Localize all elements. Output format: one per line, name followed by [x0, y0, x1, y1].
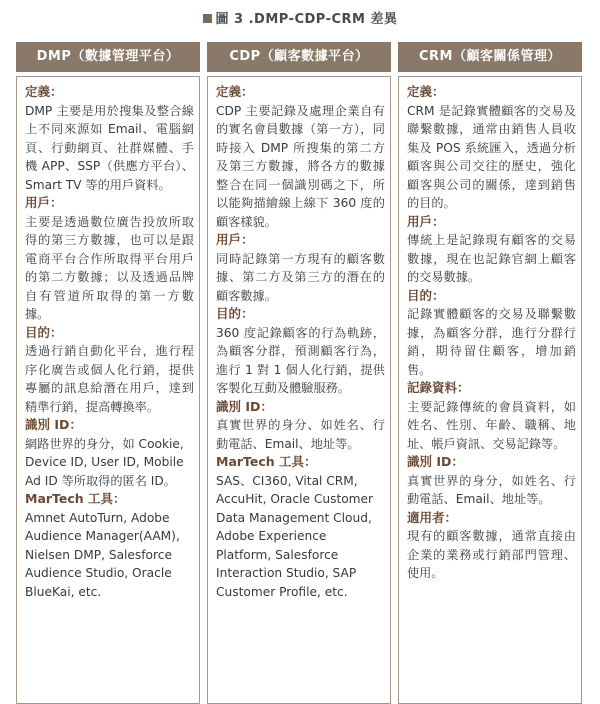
- crm-id-text: 真實世界的身分，如姓名、行動電話、Email、地址等。: [407, 473, 576, 506]
- crm-applicable-title: 適用者：: [407, 509, 458, 525]
- dmp-id-text: 網路世界的身分，如 Cookie, Device ID, User ID, Mobile Ad ID 等所取得的匿名 ID。: [25, 436, 184, 488]
- crm-definition-text: CRM 是記錄實體顧客的交易及聯繫數據，通常由銷售人員收集及 POS 系統匯入，透過分析顧客與公司交往的歷史，強化顧客與公司的關係，達到銷售的目的。: [407, 103, 576, 210]
- cdp-id-text: 真實世界的身分、如姓名、行動電話、Email、地址等。: [216, 418, 385, 451]
- dmp-body: [16, 76, 200, 704]
- crm-header: CRM（顧客關係管理）: [398, 42, 582, 72]
- dmp-id-title: 識別 ID：: [25, 417, 82, 432]
- caption-text: 圖 3 .DMP-CDP-CRM 差異: [215, 12, 398, 27]
- dmp-column: [16, 42, 200, 704]
- caption-square-icon: [203, 14, 212, 23]
- dmp-martech-text: Amnet AutoTurn, Adobe Audience Manager(AAM), Nielsen DMP, Salesforce Audience Studio, Oracle BlueKai, etc.: [25, 510, 180, 599]
- crm-applicable-text: 現有的顧客數據，通常直接由企業的業務或行銷部門管理、使用。: [407, 529, 576, 580]
- dmp-header: DMP（數據管理平台）: [16, 42, 200, 72]
- cdp-header: CDP（顧客數據平台）: [207, 42, 391, 72]
- cdp-definition-title: 定義：: [216, 84, 254, 99]
- crm-records-text: 主要記錄傳統的會員資料，如姓名、性別、年齡、職稱、地址、帳戶資訊、交易記錄等。: [407, 399, 576, 451]
- crm-id-title: 識別 ID：: [407, 454, 464, 469]
- figure-caption: [0, 8, 600, 27]
- cdp-users-text: 同時記錄第一方現有的顧客數據、第二方及第三方的潛在的顧客數據。: [216, 251, 385, 303]
- cdp-definition-text: CDP 主要記錄及處理企業自有的實名會員數據（第一方），同時接入 DMP 所搜集的第二方及第三方數據，將各方的數據整合在同一個識別碼之下，所以能夠描繪線上線下 360 度的顧客樣貌。: [216, 103, 385, 229]
- cdp-martech-text: SAS、CI360, Vital CRM, AccuHit, Oracle Customer Data Management Cloud, Adobe Experience Platform, Salesforce Interaction Studio, SAP Customer Profile, etc.: [216, 473, 374, 599]
- crm-records-title: 記錄資料：: [407, 380, 470, 395]
- crm-purpose-title: 目的：: [407, 287, 445, 303]
- cdp-martech-title: MarTech 工具：: [216, 454, 317, 469]
- crm-column: [398, 42, 582, 704]
- cdp-body: [207, 76, 391, 704]
- dmp-definition-title: 定義：: [25, 84, 63, 99]
- crm-body: [398, 76, 582, 704]
- crm-definition-title: 定義：: [407, 84, 445, 99]
- dmp-users-title: 用戶：: [25, 195, 63, 210]
- crm-users-title: 用戶：: [407, 213, 445, 229]
- cdp-users-title: 用戶：: [216, 232, 254, 247]
- dmp-users-text: 主要是透過數位廣告投放所取得的第三方數據，也可以是跟電商平台合作所取得平台用戶的第二方數據；以及透過品牌自有管道所取得的第一方數據。: [25, 214, 194, 321]
- cdp-column: [207, 42, 391, 704]
- dmp-purpose-title: 目的：: [25, 324, 63, 340]
- cdp-id-title: 識別 ID：: [216, 398, 273, 414]
- crm-users-text: 傳統上是記錄現有顧客的交易數據，現在也記錄官網上顧客的交易數據。: [407, 233, 576, 284]
- dmp-purpose-text: 透過行銷自動化平台，進行程序化廣告或個人化行銷，提供專屬的訊息給潛在用戶，達到精準行銷，提高轉換率。: [25, 344, 194, 414]
- cdp-purpose-text: 360 度記錄顧客的行為軌跡，為顧客分群，預測顧客行為，進行 1 對 1 個人化行銷，提供客製化互動及體驗服務。: [216, 325, 385, 395]
- dmp-martech-title: MarTech 工具：: [25, 491, 126, 506]
- dmp-definition-text: DMP 主要是用於搜集及整合線上不同來源如 Email、電腦網頁、行動網頁、社群媒體、手機 APP、SSP（供應方平台）、Smart TV 等的用戶資料。: [25, 103, 194, 192]
- cdp-purpose-title: 目的：: [216, 306, 254, 321]
- crm-purpose-text: 記錄實體顧客的交易及聯繫數據，為顧客分群，進行分群行銷，期待留住顧客，增加銷售。: [407, 307, 576, 377]
